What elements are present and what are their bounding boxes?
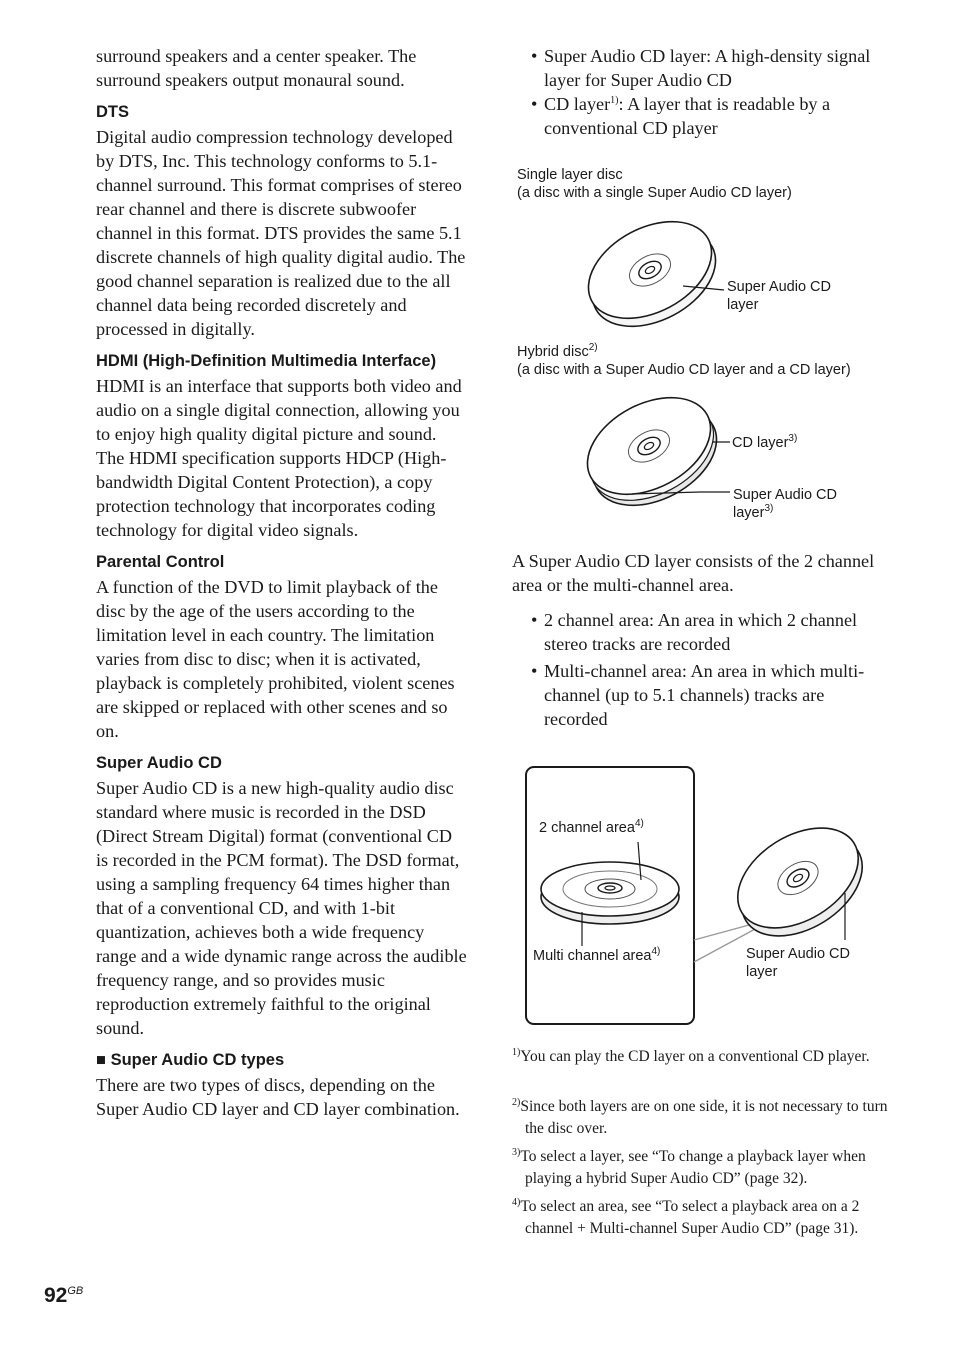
footnote-ref: 1) [610,94,619,106]
page-number [44,1284,83,1308]
page-number-suffix: GB [67,1285,84,1297]
footnote-1 [512,1046,905,1068]
section-body: HDMI is an interface that supports both video and audio on a single digital connection, allowing you to enjoy high quality digital picture and sound. The HDMI specification supports HDCP (High-bandwidth Digital Content Protection), a copy protection technology that incorporates coding technology for digital video signals. [96,376,462,540]
footnote-ref: 3) [764,503,774,515]
caption-line: Super Audio CD [733,487,837,503]
footnote-mark: 2) [512,1096,521,1108]
section-body: Super Audio CD is a new high-quality audio disc standard where music is recorded in the DSD (Direct Stream Digital) format (conventional CD is recorded in the PCM format). The DSD format, using a sampling frequency 64 times higher than that of a conventional CD, and with 1-bit quantization, achieves both a wide frequency range and a wide dynamic range across the audible frequency range, and so provides music reproduction extremely faithful to the original sound. [96,778,467,1038]
list-item-text: Super Audio CD layer: A high-density signal layer for Super Audio CD [544,46,871,90]
subsection-body: There are two types of discs, depending on the Super Audio CD layer and CD layer combination. [96,1075,460,1119]
section-heading: HDMI (High-Definition Multimedia Interface) [96,352,437,370]
footnote-text: You can play the CD layer on a conventional CD player. [520,1048,870,1065]
footnote-text: Since both layers are on one side, it is not necessary to turn the disc over. [520,1098,888,1137]
caption-line: layer [746,964,778,980]
footnote-ref: 4) [651,946,661,958]
footnote-mark: 1) [512,1046,521,1058]
section-heading: Parental Control [96,553,225,571]
footnote-4 [512,1196,905,1239]
list-item: • CD layer$^{1)}$: A layer that is readable by a conventional CD player [531,94,831,138]
area-paragraph: A Super Audio CD layer consists of the 2 channel area or the multi-channel area. [512,551,875,595]
section-heading: Super Audio CD [96,754,222,772]
channel-area-disc-icon [541,842,679,946]
caption-line: layer [727,297,759,313]
caption-line: (a disc with a single Super Audio CD layer) [517,185,792,201]
intro-paragraph: surround speakers and a center speaker. The surround speakers output monaural sound. [96,46,417,90]
list-item: • Multi-channel area: An area in which multi-channel (up to 5.1 channels) tracks are recorded [531,661,865,729]
footnote-text: To select an area, see “To select a playback area on a 2 channel + Multi-channel Super Audio CD” (page 31). [520,1198,860,1237]
caption-line: 2 channel area [539,820,635,836]
caption-line: layer [733,505,765,521]
footnote-ref: 2) [588,342,598,354]
footnote-3 [512,1146,905,1189]
caption-line: Super Audio CD [746,946,850,962]
footnote-mark: 4) [512,1196,521,1208]
list-item-text: 2 channel area: An area in which 2 channel stereo tracks are recorded [544,610,858,654]
caption-line: Multi channel area [533,948,652,964]
subsection-heading-text: Super Audio CD types [110,1051,285,1069]
footnote-ref: 4) [634,818,644,830]
footnote-mark: 3) [512,1146,521,1158]
sacd-layer-disc-icon [720,807,880,956]
caption-line: (a disc with a Super Audio CD layer and a CD layer) [517,362,851,378]
page-number-value: 92 [44,1284,68,1307]
footnote-2 [512,1096,905,1139]
section-body: A function of the DVD to limit playback of the disc by the age of the users according to the limitation level in each country. The limitation varies from disc to disc; when it is activated, playback is completely prohibited, violent scenes are skipped or replaced with other scenes and so on. [96,577,455,741]
square-bullet-icon: ■ [96,1051,106,1069]
list-item-text: Multi-channel area: An area in which multi-channel (up to 5.1 channels) tracks are recorded [544,661,865,729]
section-body: Digital audio compression technology developed by DTS, Inc. This technology conforms to 5.1-channel surround. This format comprises of stereo rear channel and there is discrete subwoofer channel in this format. DTS provides the same 5.1 discrete channels of high quality digital audio. The good channel separation is realized due to the all channel data being recorded discretely and processed in digitally. [96,127,466,339]
footnote-ref: 3) [788,433,798,445]
section-heading: DTS [96,103,129,121]
list-item: • 2 channel area: An area in which 2 channel stereo tracks are recorded [531,610,858,654]
list-item-text: CD layer [544,94,611,114]
hybrid-disc-icon [571,378,733,525]
caption-line: Single layer disc [517,167,623,183]
zoom-line [694,928,757,962]
caption-line: Hybrid disc [517,344,589,360]
caption-line: CD layer [732,435,789,451]
footnote-text: To select a layer, see “To change a playback layer when playing a hybrid Super Audio CD” (page 32). [520,1148,866,1187]
list-item: • Super Audio CD layer: A high-density signal layer for Super Audio CD [531,46,871,90]
caption-line: Super Audio CD [727,279,831,295]
single-layer-disc-icon [572,202,732,346]
list-item-text: : A layer that is readable by a conventional CD player [544,94,831,138]
